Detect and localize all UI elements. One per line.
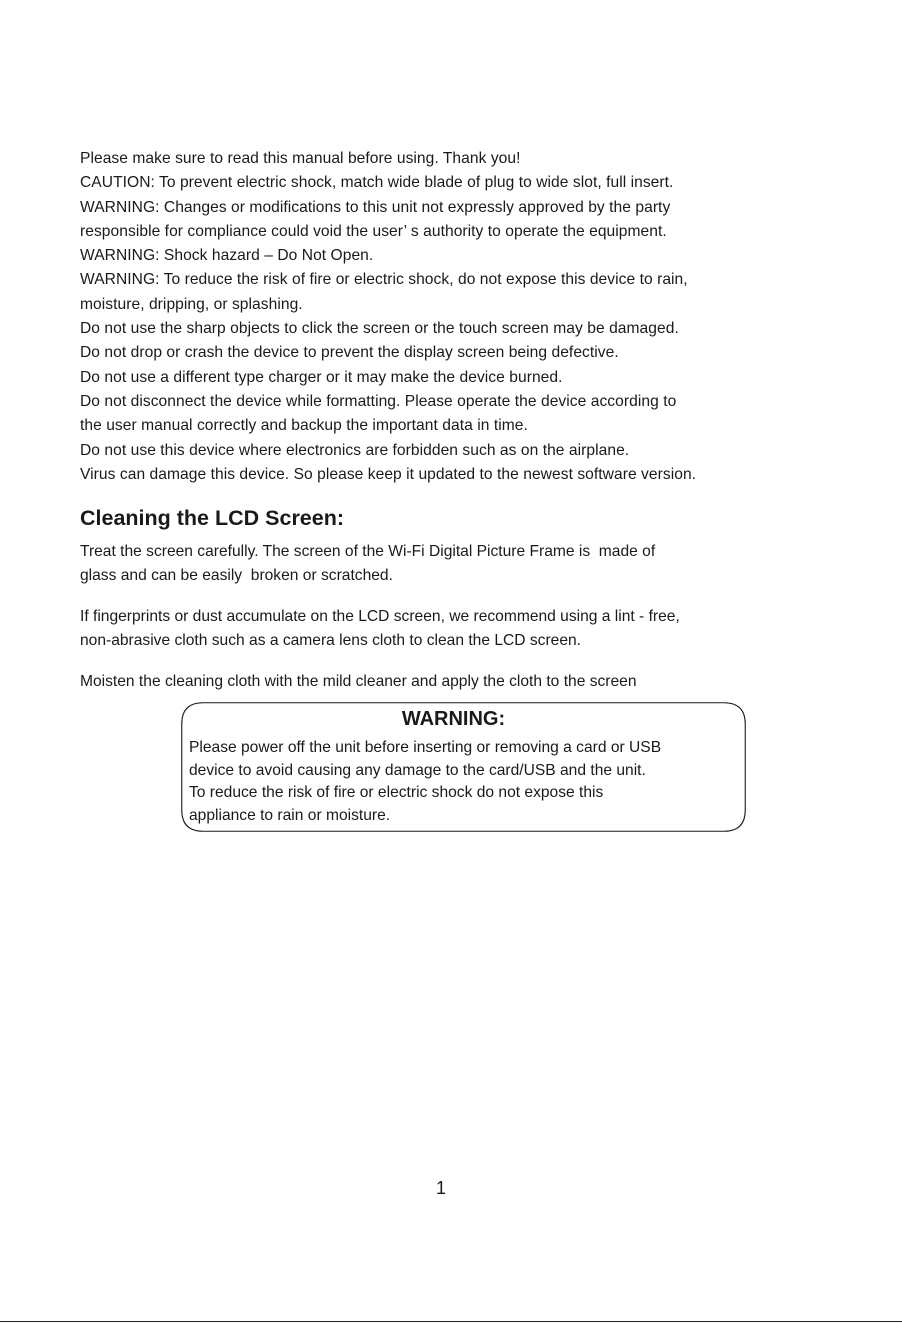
warning-title: WARNING: bbox=[401, 708, 506, 730]
notice-line: the user manual correctly and backup the important data in time. bbox=[80, 417, 528, 435]
cleaning-paragraph-care bbox=[80, 540, 655, 589]
cleaning-paragraph-cloth bbox=[80, 605, 680, 654]
notice-line: WARNING: Changes or modifications to this unit not expressly approved by the party bbox=[80, 198, 671, 216]
notice-line: Virus can damage this device. So please keep it updated to the newest software version. bbox=[80, 465, 697, 483]
cleaning-section-heading: Cleaning the LCD Screen: bbox=[80, 506, 345, 530]
bottom-divider bbox=[0, 1321, 902, 1322]
paragraph-line: If fingerprints or dust accumulate on the LCD screen, we recommend using a lint - free, bbox=[80, 608, 680, 625]
notice-line: Do not disconnect the device while formatting. Please operate the device according to bbox=[80, 392, 677, 410]
warning-line: appliance to rain or moisture. bbox=[189, 806, 391, 824]
paragraph-line: non-abrasive cloth such as a camera lens cloth to clean the LCD screen. bbox=[80, 632, 581, 650]
safety-notices-list bbox=[80, 147, 840, 487]
notice-line: Please make sure to read this manual before using. Thank you! bbox=[80, 150, 521, 167]
warning-line: Please power off the unit before inserting or removing a card or USB bbox=[189, 739, 662, 756]
notice-line: Do not use the sharp objects to click the screen or the touch screen may be damaged. bbox=[80, 320, 679, 338]
warning-text bbox=[189, 737, 661, 827]
paragraph-line: Treat the screen carefully. The screen of the Wi-Fi Digital Picture Frame is made of bbox=[80, 543, 656, 560]
warning-line: To reduce the risk of fire or electric shock do not expose this bbox=[189, 784, 604, 801]
page-number: 1 bbox=[435, 1178, 446, 1198]
cleaning-paragraph-moisten bbox=[80, 670, 637, 694]
warning-box bbox=[181, 702, 746, 832]
notice-line: WARNING: Shock hazard – Do Not Open. bbox=[80, 247, 374, 265]
notice-line: Do not use this device where electronics are forbidden such as on the airplane. bbox=[80, 441, 630, 459]
paragraph-line: Moisten the cleaning cloth with the mild cleaner and apply the cloth to the screen bbox=[80, 673, 637, 690]
notice-line: WARNING: To reduce the risk of fire or electric shock, do not expose this device to rain, bbox=[80, 271, 688, 289]
notice-line: Do not drop or crash the device to prevent the display screen being defective. bbox=[80, 344, 619, 362]
notice-line: Do not use a different type charger or it may make the device burned. bbox=[80, 368, 563, 386]
paragraph-line: glass and can be easily broken or scratched. bbox=[80, 567, 393, 585]
notice-line: CAUTION: To prevent electric shock, match wide blade of plug to wide slot, full insert. bbox=[80, 174, 674, 192]
notice-line: responsible for compliance could void the user’ s authority to operate the equipment. bbox=[80, 222, 667, 240]
warning-line: device to avoid causing any damage to the card/USB and the unit. bbox=[189, 761, 646, 779]
notice-line: moisture, dripping, or splashing. bbox=[80, 295, 303, 313]
